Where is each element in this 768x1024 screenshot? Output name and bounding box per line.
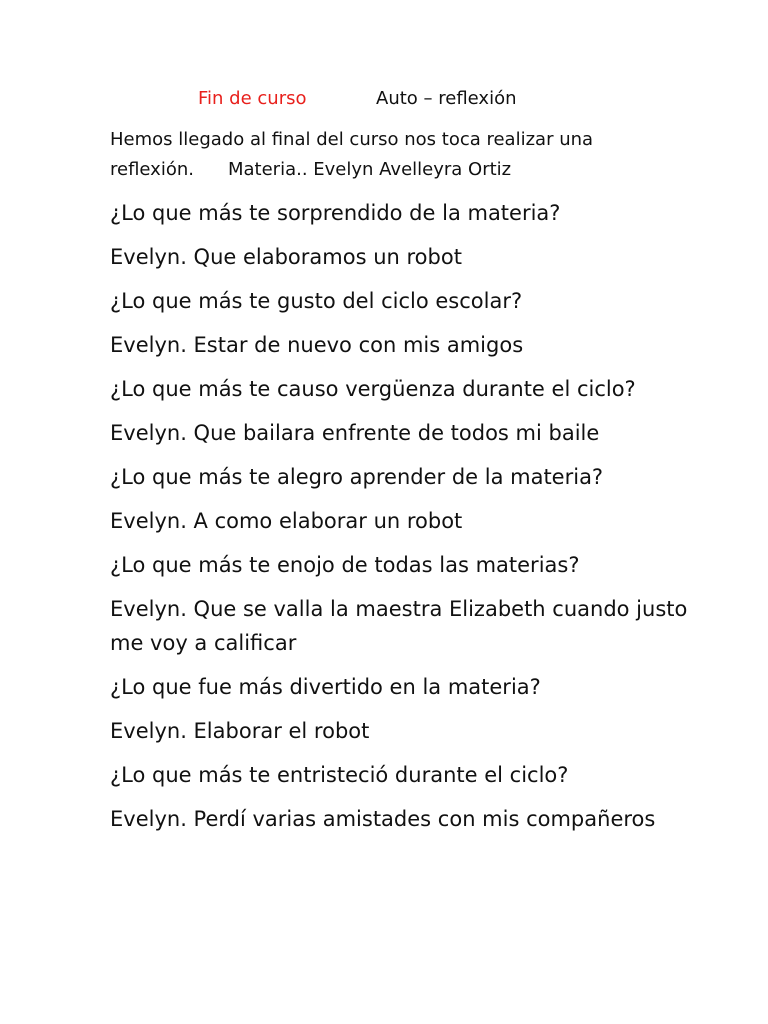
self-reflection-title: Auto – reflexión: [376, 88, 517, 109]
intro-subject-student: Materia.. Evelyn Avelleyra Ortiz: [227, 159, 512, 180]
intro-line-1: Hemos llegado al final del curso nos toca realizar una: [110, 129, 594, 150]
question-2: ¿Lo que más te gusto del ciclo escolar?: [110, 289, 523, 313]
question-1: ¿Lo que más te sorprendido de la materia?: [110, 201, 561, 225]
question-3: ¿Lo que más te causo vergüenza durante el ciclo?: [110, 377, 636, 401]
answer-2: Evelyn. Estar de nuevo con mis amigos: [110, 333, 524, 357]
question-answer-list: [110, 196, 710, 846]
intro-line-2: [110, 155, 710, 185]
answer-6: Evelyn. Elaborar el robot: [110, 719, 370, 743]
answer-3: Evelyn. Que bailara enfrente de todos mi baile: [110, 421, 600, 445]
question-4: ¿Lo que más te alegro aprender de la materia?: [110, 465, 604, 489]
course-end-title: Fin de curso: [198, 88, 307, 109]
answer-7: Evelyn. Perdí varias amistades con mis compañeros: [110, 807, 656, 831]
answer-1: Evelyn. Que elaboramos un robot: [110, 245, 462, 269]
document-header: [198, 86, 517, 112]
intro-paragraph: [110, 125, 710, 185]
question-6: ¿Lo que fue más divertido en la materia?: [110, 675, 541, 699]
answer-5: Evelyn. Que se valla la maestra Elizabeth cuando justo me voy a calificar: [110, 597, 688, 655]
answer-4: Evelyn. A como elaborar un robot: [110, 509, 463, 533]
intro-reflection-word: reflexión.: [110, 159, 194, 180]
question-7: ¿Lo que más te entristeció durante el ciclo?: [110, 763, 569, 787]
question-5: ¿Lo que más te enojo de todas las materias?: [110, 553, 580, 577]
